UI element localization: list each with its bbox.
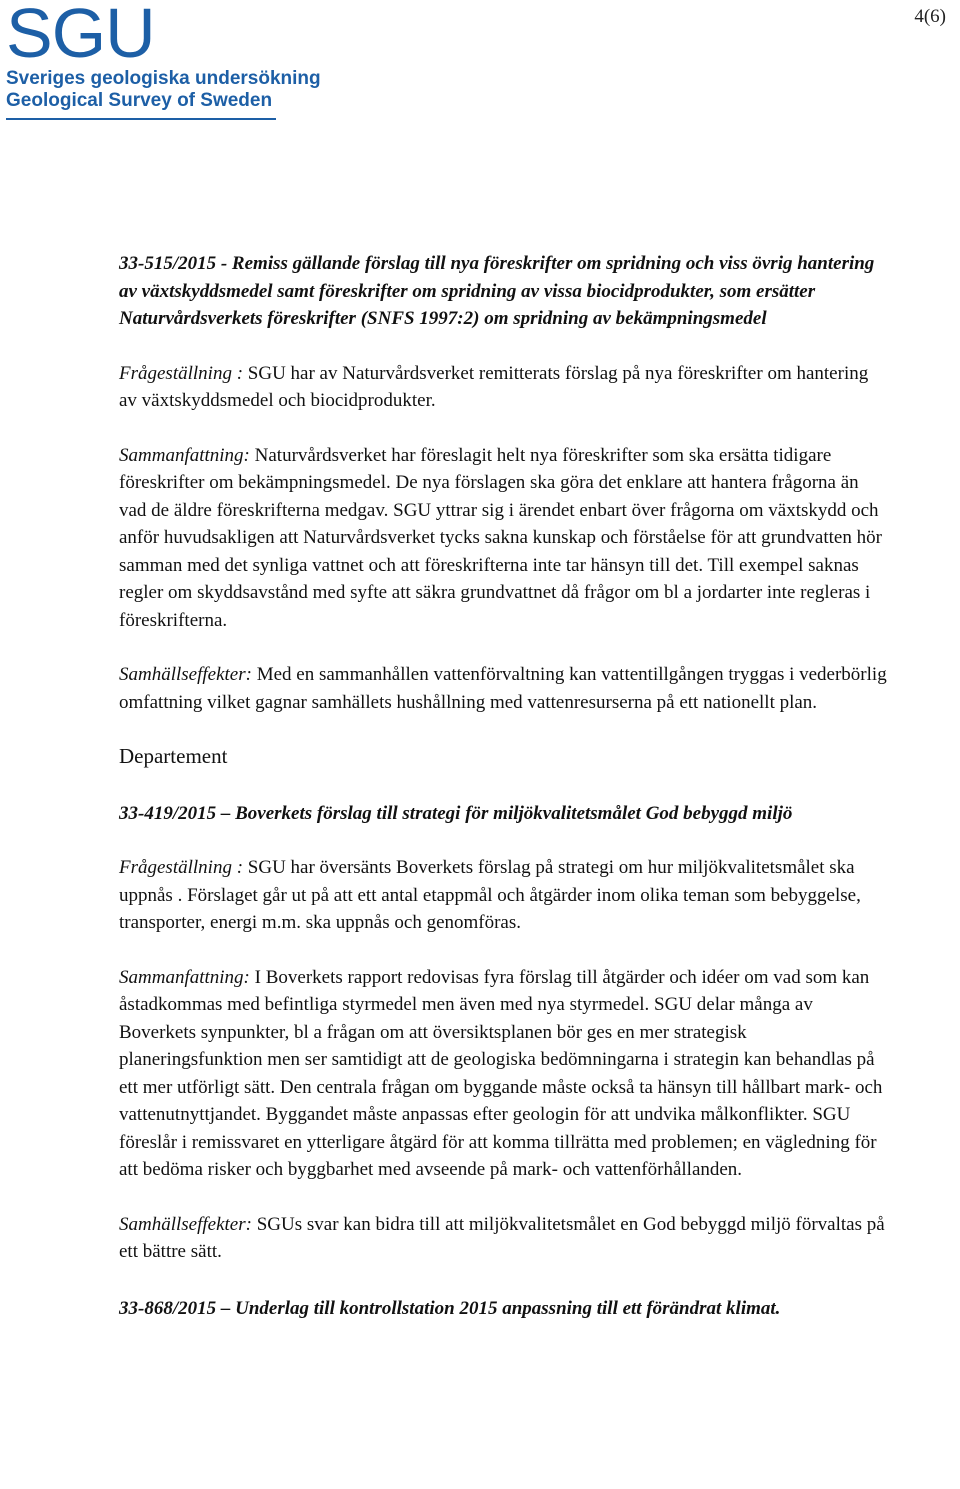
summary-label: Sammanfattning: [119, 966, 250, 988]
summary-text: I Boverkets rapport redovisas fyra förslag till åtgärder och idéer om vad som kan åstadkommas med befintliga styrmedel men även med nya styrmedel. SGU delar många av Boverkets synpunkter, bl a frågan om att översiktsplanen bör ges en mer strategisk planeringsfunktion men ser samtidigt att de geologiska bedömningarna i strategin kan behandlas på ett mer utförligt sätt. Den centrala frågan om byggande måste också ta hänsyn till hållbart mark- och vattenutnyttjandet. Byggandet måste anpassas efter geologin för att undvika målkonflikter. SGU föreslår i remissvaret en ytterligare åtgärd för att komma tillrätta med problemen; en vägledning för att bedöma risker och byggbarhet med avseende på mark- och vattenförhållanden. [119, 966, 883, 1180]
summary-text: Naturvårdsverket har föreslagit helt nya föreskrifter som ska ersätta tidigare föreskrifter om bekämpningsmedel. De nya förslagen ska göra det enklare att hantera frågorna än vad de äldre föreskrifterna medgav. SGU yttrar sig i ärendet enbart över frågorna om växtskydd och anför huvudsakligen att Naturvårdsverket tycks sakna kunskap och förståelse för att grundvatten hör samman med det synliga vattnet och att föreskrifterna inte tar hänsyn till det. Till exempel saknas regler om skyddsavstånd med syfte att säkra grundvattnet då frågor om bl a jordarter inte regleras i föreskrifterna. [119, 444, 882, 631]
case2-effects-paragraph [119, 1211, 889, 1266]
logo-wordmark: SGU [6, 0, 155, 72]
section-title-departement: Departement [119, 744, 228, 768]
page-number: 4(6) [914, 6, 946, 27]
case1-question-paragraph [119, 360, 889, 415]
question-label: Frågeställning : [119, 362, 244, 384]
sgu-logo [6, 0, 321, 120]
case-title-3: 33-868/2015 – Underlag till kontrollstation 2015 anpassning till ett förändrat klimat. [119, 1297, 781, 1319]
case2-question-paragraph [119, 854, 889, 937]
case1-summary-paragraph [119, 442, 889, 635]
effects-text: Med en sammanhållen vattenförvaltning kan vattentillgången tryggas i vederbörlig omfattning vilket gagnar samhällets hushållning med vattenresurserna på ett nationellt plan. [119, 664, 887, 713]
question-text: SGU har av Naturvårdsverket remitterats förslag på nya föreskrifter om hantering av växtskyddsmedel och biocidprodukter. [119, 362, 869, 411]
effects-label: Samhällseffekter: [119, 1213, 252, 1235]
case-title-1: 33-515/2015 - Remiss gällande förslag till nya föreskrifter om spridning och viss övrig hantering av växtskyddsmedel samt föreskrifter om spridning av vissa biocidprodukter, som ersätter Naturvårdsverkets föreskrifter (SNFS 1997:2) om spridning av bekämpningsmedel [119, 253, 875, 329]
logo-name-english: Geological Survey of Sweden [6, 90, 273, 111]
question-text: SGU har översänts Boverkets förslag på strategi om hur miljökvalitetsmålet ska uppnås . Förslaget går ut på att ett antal etappmål och åtgärder inom olika teman som bebyggelse, transporter, energi m.m. ska uppnås och genomföras. [119, 857, 861, 933]
summary-label: Sammanfattning: [119, 444, 250, 466]
question-label: Frågeställning : [119, 857, 244, 878]
effects-label: Samhällseffekter: [119, 664, 252, 685]
case1-effects-paragraph [119, 661, 889, 716]
case2-summary-paragraph [119, 964, 889, 1184]
case-title-2: 33-419/2015 – Boverkets förslag till strategi för miljökvalitetsmålet God bebyggd miljö [119, 802, 793, 824]
effects-text: SGUs svar kan bidra till att miljökvalitetsmålet en God bebyggd miljö förvaltas på ett bättre sätt. [119, 1213, 885, 1262]
document-body [119, 250, 889, 1322]
logo-underline [6, 118, 276, 120]
logo-name-swedish: Sveriges geologiska undersökning [6, 68, 321, 89]
